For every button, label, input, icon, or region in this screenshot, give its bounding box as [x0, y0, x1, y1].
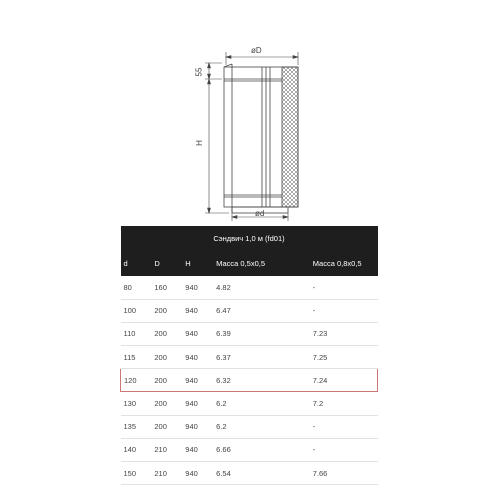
table-cell: 6.39	[213, 322, 310, 345]
table-cell: 940	[182, 392, 213, 415]
table-cell: 940	[182, 346, 213, 369]
table-cell: 6.2	[213, 415, 310, 438]
table-cell: 7.25	[310, 346, 378, 369]
dimension-55-label: 55	[194, 67, 204, 77]
dimension-D-label: øD	[251, 46, 262, 55]
table-row	[121, 462, 378, 485]
table-cell: 4.82	[213, 276, 310, 299]
table-cell: 940	[182, 299, 213, 322]
table-cell: 940	[182, 415, 213, 438]
table-cell: -	[310, 276, 378, 299]
table-cell: 120	[121, 369, 152, 392]
table-cell: 140	[121, 438, 152, 461]
sandwich-pipe-drawing	[0, 0, 500, 225]
table-cell: 200	[151, 346, 182, 369]
table-cell: 130	[121, 392, 152, 415]
pipe-body	[224, 64, 298, 213]
table-cell: 150	[121, 462, 152, 485]
table-title-row	[121, 226, 378, 251]
table-cell: 940	[182, 462, 213, 485]
table-cell: -	[310, 415, 378, 438]
table-row	[121, 392, 378, 415]
table-cell: 100	[121, 299, 152, 322]
table-row	[121, 322, 378, 345]
table-cell: 110	[121, 322, 152, 345]
table-body	[121, 276, 378, 485]
table-cell: 6.32	[213, 369, 310, 392]
column-header: d	[123, 259, 128, 268]
table-row	[121, 438, 378, 461]
table-cell: 160	[151, 276, 182, 299]
column-header: H	[185, 259, 191, 268]
table-cell: 80	[121, 276, 152, 299]
table-cell: 135	[121, 415, 152, 438]
dimension-D-line	[226, 52, 298, 65]
dimension-d-label: ød	[255, 209, 265, 218]
table-cell: 200	[151, 415, 182, 438]
column-header: D	[154, 259, 160, 268]
column-header: Масса 0,5х0,5	[216, 259, 266, 268]
table-cell: 200	[151, 392, 182, 415]
table-cell: 7.24	[310, 369, 378, 392]
table-header-row	[121, 251, 378, 276]
technical-drawing	[0, 0, 500, 225]
dimension-H-label: H	[194, 140, 204, 146]
table-cell: 6.2	[213, 392, 310, 415]
table-cell: 7.23	[310, 322, 378, 345]
table-row	[121, 415, 378, 438]
table-title: Сэндвич 1,0 м (fd01)	[213, 234, 285, 243]
table-cell: -	[310, 299, 378, 322]
table-cell: 6.47	[213, 299, 310, 322]
column-header: Масса 0,8х0,5	[312, 259, 362, 268]
table-cell: 200	[151, 299, 182, 322]
table-cell: 210	[151, 462, 182, 485]
table-row	[121, 276, 378, 299]
table-cell: 115	[121, 346, 152, 369]
table-row	[121, 346, 378, 369]
table-cell: -	[310, 438, 378, 461]
table-cell: 940	[182, 276, 213, 299]
table-cell: 6.54	[213, 462, 310, 485]
table-row	[121, 369, 378, 392]
table-cell: 7.66	[310, 462, 378, 485]
table-cell: 940	[182, 369, 213, 392]
table-cell: 200	[151, 322, 182, 345]
specification-table	[120, 226, 378, 485]
table-cell: 6.37	[213, 346, 310, 369]
table-cell: 200	[151, 369, 182, 392]
table-cell: 7.2	[310, 392, 378, 415]
table-row	[121, 299, 378, 322]
table-cell: 6.66	[213, 438, 310, 461]
table-cell: 210	[151, 438, 182, 461]
table-cell: 940	[182, 322, 213, 345]
table-cell: 940	[182, 438, 213, 461]
